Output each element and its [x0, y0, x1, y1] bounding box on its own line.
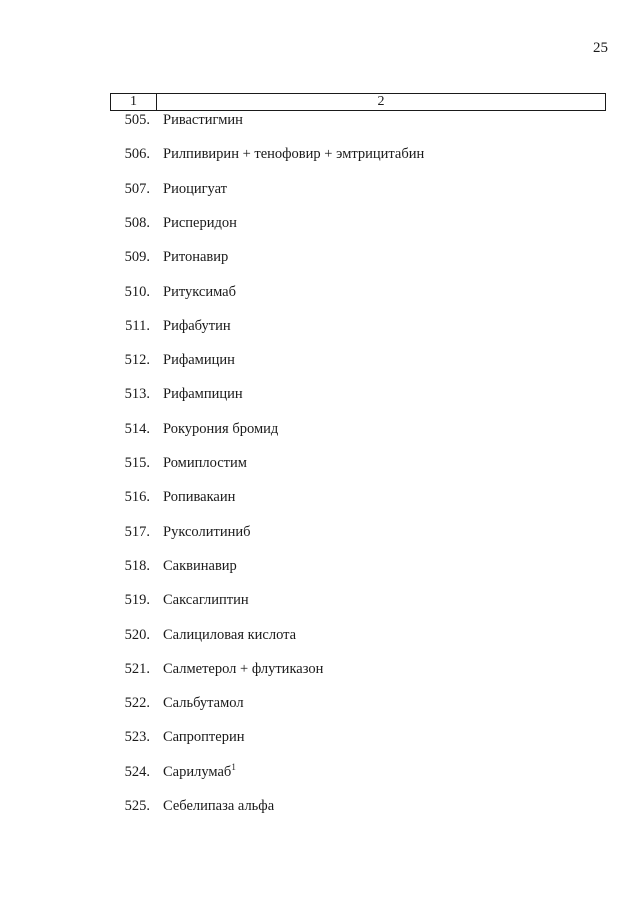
drug-name-text: Риоцигуат — [163, 181, 227, 197]
drug-name-text: Рифампицин — [163, 386, 243, 402]
drug-name-text: Рифамицин — [163, 352, 235, 368]
drug-name — [163, 487, 235, 507]
drug-name — [163, 384, 243, 404]
drug-name-text: Ривастигмин — [163, 112, 243, 128]
drug-name-text: Себелипаза альфа — [163, 798, 275, 814]
drug-name — [163, 762, 236, 782]
drug-name — [163, 522, 250, 542]
item-number: 514. — [124, 421, 150, 437]
drug-name-text: Ритуксимаб — [163, 284, 236, 300]
item-number: 511. — [125, 318, 150, 334]
drug-name — [163, 590, 249, 610]
drug-name — [163, 213, 237, 233]
item-number: 512. — [124, 352, 150, 368]
item-number: 516. — [124, 489, 150, 505]
drug-name — [163, 350, 235, 370]
drug-name-text: Ропивакаин — [163, 489, 236, 505]
item-number: 518. — [124, 558, 150, 574]
table-header — [110, 93, 606, 111]
footnote-marker: 1 — [231, 762, 236, 773]
item-number: 510. — [124, 284, 150, 300]
drug-name — [163, 727, 244, 747]
item-number: 505. — [124, 112, 150, 128]
item-number: 508. — [124, 215, 150, 231]
item-number: 523. — [124, 729, 150, 745]
drug-name — [163, 556, 237, 576]
table-header-col1: 1 — [111, 94, 157, 110]
drug-name-text: Салициловая кислота — [163, 627, 297, 643]
item-number: 524. — [124, 764, 150, 780]
drug-name — [163, 453, 247, 473]
drug-name-text: Салметерол + флутиказон — [163, 661, 324, 677]
item-number: 515. — [124, 455, 150, 471]
drug-name — [163, 796, 274, 816]
drug-name-text: Ритонавир — [163, 249, 229, 265]
drug-name-text: Саксаглиптин — [163, 592, 249, 608]
drug-name — [163, 247, 228, 267]
drug-name-text: Рилпивирин + тенофовир + эмтрицитабин — [163, 146, 425, 162]
drug-name — [163, 693, 244, 713]
drug-name-text: Саквинавир — [163, 558, 237, 574]
drug-name — [163, 316, 231, 336]
drug-name — [163, 625, 296, 645]
drug-name — [163, 282, 236, 302]
item-number: 520. — [124, 627, 150, 643]
drug-name — [163, 144, 424, 164]
drug-name — [163, 110, 243, 130]
drug-name — [163, 419, 278, 439]
drug-name-text: Сальбутамол — [163, 695, 244, 711]
item-number: 513. — [124, 386, 150, 402]
drug-name-text: Ромиплостим — [163, 455, 247, 471]
drug-name — [163, 179, 227, 199]
item-number: 507. — [124, 181, 150, 197]
item-number: 519. — [124, 592, 150, 608]
item-number: 517. — [124, 524, 150, 540]
item-number: 506. — [124, 146, 150, 162]
item-number: 509. — [124, 249, 150, 265]
table-header-col2: 2 — [377, 94, 385, 109]
page-number: 25 — [593, 40, 608, 56]
drug-name — [163, 659, 323, 679]
drug-name-text: Руксолитиниб — [163, 524, 251, 540]
drug-name-text: Рифабутин — [163, 318, 231, 334]
drug-name-text: Сарилумаб — [163, 764, 232, 780]
item-number: 521. — [124, 661, 150, 677]
item-number: 522. — [124, 695, 150, 711]
drug-name-text: Сапроптерин — [163, 729, 245, 745]
drug-name-text: Рисперидон — [163, 215, 237, 231]
drug-name-text: Рокурония бромид — [163, 421, 279, 437]
item-number: 525. — [124, 798, 150, 814]
